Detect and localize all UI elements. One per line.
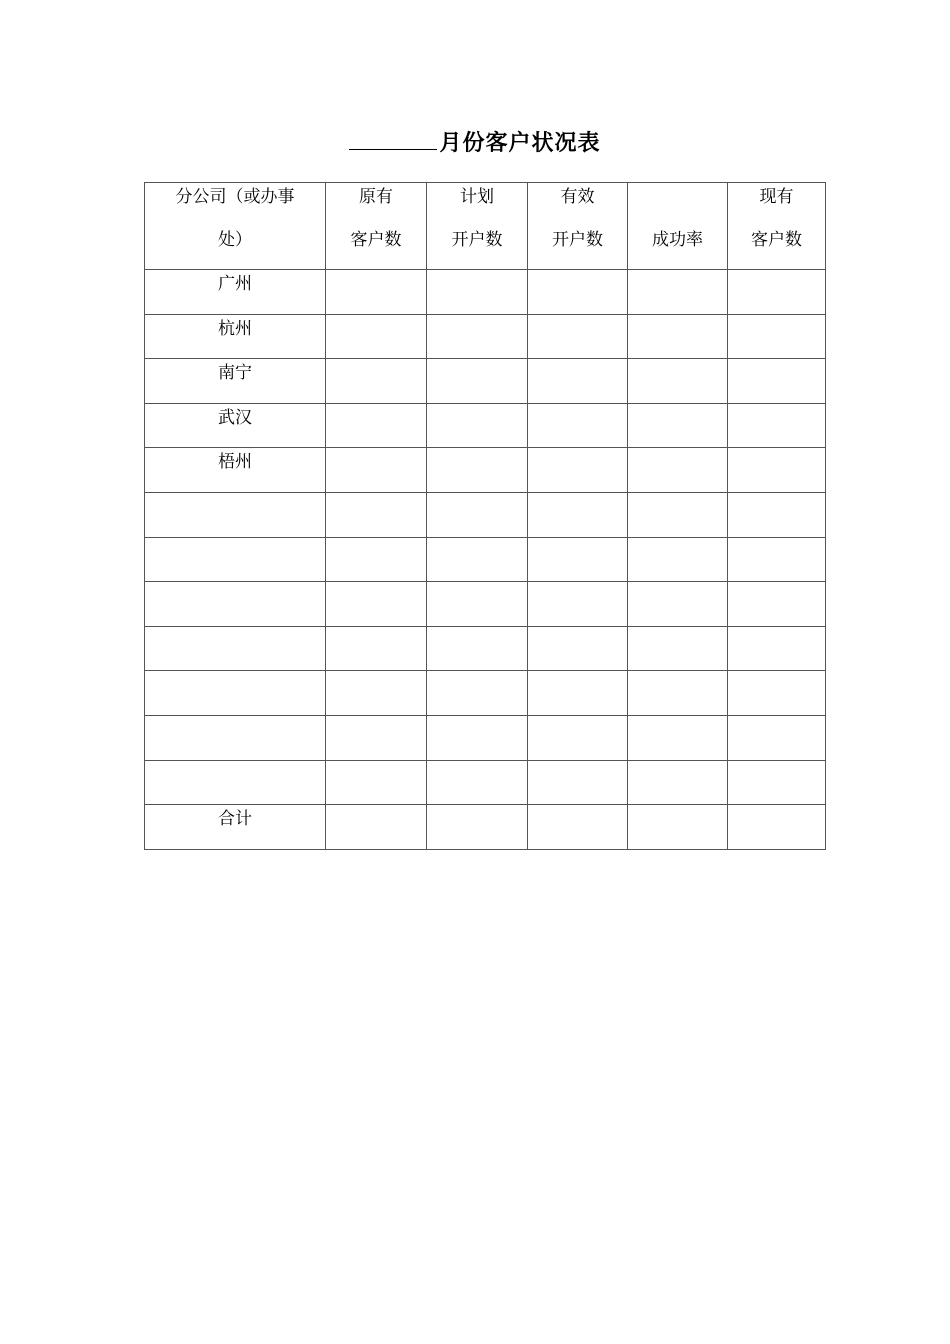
header-valid-accounts: 有效 开户数 bbox=[528, 183, 628, 270]
data-cell[interactable] bbox=[326, 314, 427, 359]
header-branch: 分公司（或办事 处） bbox=[145, 183, 326, 270]
data-cell[interactable] bbox=[728, 403, 826, 448]
data-cell[interactable] bbox=[326, 270, 427, 315]
table-header-row bbox=[145, 183, 826, 270]
data-cell[interactable] bbox=[528, 314, 628, 359]
data-cell[interactable] bbox=[326, 760, 427, 805]
table-row bbox=[145, 715, 826, 760]
branch-cell[interactable] bbox=[145, 537, 326, 582]
table-row bbox=[145, 270, 826, 315]
data-cell[interactable] bbox=[427, 492, 528, 537]
data-cell[interactable] bbox=[528, 270, 628, 315]
branch-cell[interactable] bbox=[145, 492, 326, 537]
data-cell[interactable] bbox=[628, 359, 728, 404]
branch-cell[interactable] bbox=[145, 448, 326, 493]
data-cell[interactable] bbox=[326, 448, 427, 493]
data-cell[interactable] bbox=[427, 671, 528, 716]
branch-cell[interactable] bbox=[145, 760, 326, 805]
branch-cell[interactable] bbox=[145, 582, 326, 627]
table-row bbox=[145, 760, 826, 805]
branch-cell[interactable] bbox=[145, 403, 326, 448]
data-cell[interactable] bbox=[528, 760, 628, 805]
header-current-customers: 现有 客户数 bbox=[728, 183, 826, 270]
table-row bbox=[145, 403, 826, 448]
data-cell[interactable] bbox=[326, 537, 427, 582]
data-cell[interactable] bbox=[628, 492, 728, 537]
data-cell[interactable] bbox=[728, 760, 826, 805]
table-row bbox=[145, 537, 826, 582]
table-row bbox=[145, 582, 826, 627]
branch-name: 广州 bbox=[218, 274, 252, 294]
data-cell[interactable] bbox=[628, 582, 728, 627]
data-cell[interactable] bbox=[728, 270, 826, 315]
data-cell[interactable] bbox=[728, 314, 826, 359]
data-cell[interactable] bbox=[628, 760, 728, 805]
data-cell[interactable] bbox=[427, 270, 528, 315]
branch-cell[interactable] bbox=[145, 314, 326, 359]
data-cell[interactable] bbox=[728, 626, 826, 671]
data-cell[interactable] bbox=[728, 448, 826, 493]
branch-cell[interactable] bbox=[145, 715, 326, 760]
header-existing-customers: 原有 客户数 bbox=[326, 183, 427, 270]
data-cell[interactable] bbox=[628, 270, 728, 315]
data-cell[interactable] bbox=[628, 314, 728, 359]
data-cell[interactable] bbox=[427, 403, 528, 448]
data-cell[interactable] bbox=[628, 626, 728, 671]
table-row bbox=[145, 314, 826, 359]
data-cell[interactable] bbox=[528, 805, 628, 850]
data-cell[interactable] bbox=[326, 403, 427, 448]
data-cell[interactable] bbox=[728, 715, 826, 760]
data-cell[interactable] bbox=[427, 537, 528, 582]
branch-name: 杭州 bbox=[218, 318, 252, 339]
branch-name bbox=[145, 538, 325, 540]
table-row bbox=[145, 626, 826, 671]
data-cell[interactable] bbox=[528, 448, 628, 493]
branch-name: 梧州 bbox=[218, 452, 252, 473]
branch-cell[interactable] bbox=[145, 805, 326, 850]
branch-cell[interactable] bbox=[145, 270, 326, 315]
data-cell[interactable] bbox=[427, 626, 528, 671]
data-cell[interactable] bbox=[427, 760, 528, 805]
data-cell[interactable] bbox=[427, 359, 528, 404]
data-cell[interactable] bbox=[728, 492, 826, 537]
data-cell[interactable] bbox=[326, 805, 427, 850]
data-cell[interactable] bbox=[427, 715, 528, 760]
data-cell[interactable] bbox=[326, 492, 427, 537]
branch-name bbox=[145, 627, 325, 629]
data-cell[interactable] bbox=[528, 537, 628, 582]
data-cell[interactable] bbox=[427, 314, 528, 359]
data-cell[interactable] bbox=[528, 626, 628, 671]
data-cell[interactable] bbox=[528, 403, 628, 448]
data-cell[interactable] bbox=[326, 359, 427, 404]
data-cell[interactable] bbox=[528, 715, 628, 760]
header-success-rate: 成功率 bbox=[628, 183, 728, 270]
data-cell[interactable] bbox=[427, 805, 528, 850]
branch-name bbox=[145, 582, 325, 584]
data-cell[interactable] bbox=[528, 671, 628, 716]
data-cell[interactable] bbox=[728, 805, 826, 850]
customer-status-table bbox=[144, 182, 826, 850]
branch-name bbox=[145, 716, 325, 718]
table-row bbox=[145, 448, 826, 493]
branch-name: 南宁 bbox=[218, 363, 252, 384]
data-cell[interactable] bbox=[628, 805, 728, 850]
data-cell[interactable] bbox=[628, 715, 728, 760]
table-row bbox=[145, 359, 826, 404]
branch-name bbox=[145, 493, 325, 495]
branch-name bbox=[145, 671, 325, 673]
data-cell[interactable] bbox=[528, 582, 628, 627]
data-cell[interactable] bbox=[628, 671, 728, 716]
data-cell[interactable] bbox=[427, 448, 528, 493]
data-cell[interactable] bbox=[728, 537, 826, 582]
branch-name: 合计 bbox=[218, 809, 252, 830]
branch-cell[interactable] bbox=[145, 671, 326, 716]
data-cell[interactable] bbox=[628, 403, 728, 448]
data-cell[interactable] bbox=[628, 537, 728, 582]
header-planned-accounts: 计划 开户数 bbox=[427, 183, 528, 270]
title-text: 月份客户状况表 bbox=[439, 131, 601, 156]
branch-name bbox=[145, 761, 325, 763]
data-cell[interactable] bbox=[528, 492, 628, 537]
data-cell[interactable] bbox=[728, 671, 826, 716]
data-cell[interactable] bbox=[528, 359, 628, 404]
data-cell[interactable] bbox=[728, 582, 826, 627]
data-cell[interactable] bbox=[326, 626, 427, 671]
branch-name: 武汉 bbox=[218, 407, 252, 428]
data-cell[interactable] bbox=[628, 448, 728, 493]
table-row bbox=[145, 671, 826, 716]
data-cell[interactable] bbox=[326, 671, 427, 716]
data-cell[interactable] bbox=[728, 359, 826, 404]
table-row bbox=[145, 805, 826, 850]
data-cell[interactable] bbox=[326, 582, 427, 627]
data-cell[interactable] bbox=[427, 582, 528, 627]
branch-cell[interactable] bbox=[145, 359, 326, 404]
table-row bbox=[145, 492, 826, 537]
page-title bbox=[0, 126, 950, 157]
month-blank[interactable] bbox=[349, 129, 437, 150]
data-cell[interactable] bbox=[326, 715, 427, 760]
branch-cell[interactable] bbox=[145, 626, 326, 671]
